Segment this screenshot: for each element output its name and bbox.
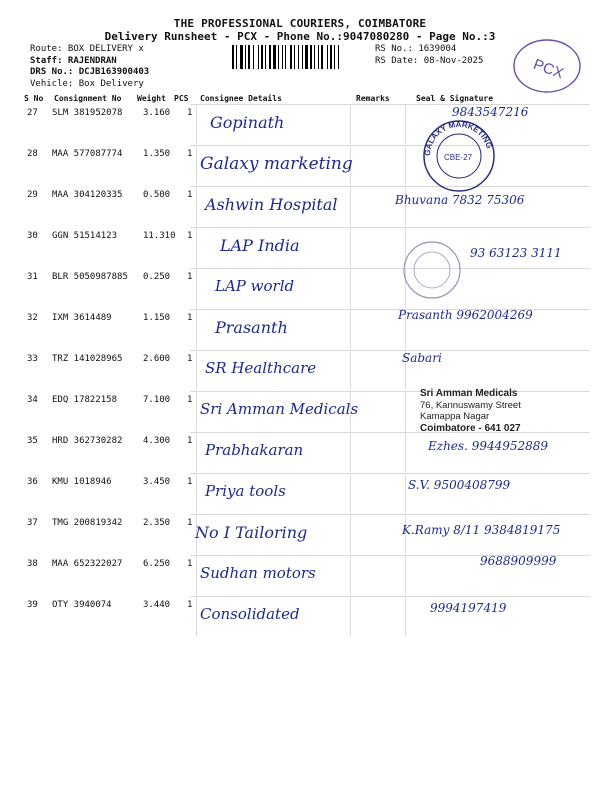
consignee-handwritten-name: Prasanth — [215, 318, 288, 337]
table-row — [20, 267, 590, 308]
row-consignment: SLM 381952078 — [52, 108, 123, 118]
row-pcs: 1 — [187, 518, 193, 528]
column-divider — [350, 186, 351, 226]
column-divider — [196, 309, 197, 349]
row-consignment: EDQ 17822158 — [52, 395, 118, 405]
column-divider — [196, 145, 197, 185]
row-consignment: MAA 652322027 — [52, 559, 123, 569]
column-divider — [350, 104, 351, 144]
amman-stamp-addr1: 76, Kannuswamy Street — [420, 399, 521, 411]
galaxy-seal-text: GALAXY MARKETING — [422, 119, 494, 157]
amman-stamp-name: Sri Amman Medicals — [420, 388, 518, 399]
receiver-signature: 93 63123 3111 — [470, 246, 562, 260]
row-consignment: BLR 5050987885 — [52, 272, 128, 282]
column-divider — [350, 432, 351, 472]
row-pcs: 1 — [187, 190, 193, 200]
table-row — [20, 472, 590, 513]
row-divider — [190, 432, 590, 433]
row-weight: 11.310 — [143, 231, 176, 241]
row-divider — [190, 227, 590, 228]
column-divider — [196, 473, 197, 513]
barcode — [232, 45, 367, 69]
row-weight: 2.350 — [143, 518, 171, 528]
row-serial: 34 — [27, 395, 38, 405]
table-row — [20, 595, 590, 636]
consignee-handwritten-name: Gopinath — [210, 113, 285, 132]
row-pcs: 1 — [187, 395, 193, 405]
column-divider — [350, 227, 351, 267]
column-divider — [405, 432, 406, 472]
rs-date-text: RS Date: 08-Nov-2025 — [375, 55, 484, 66]
row-pcs: 1 — [187, 231, 193, 241]
column-divider — [405, 145, 406, 185]
svg-text:GALAXY MARKETING — [423, 120, 494, 156]
receiver-signature: 9843547216 — [452, 105, 529, 119]
row-weight: 4.300 — [143, 436, 171, 446]
col-pcs: PCS — [174, 94, 189, 103]
row-serial: 39 — [27, 600, 38, 610]
row-serial: 36 — [27, 477, 38, 487]
table-row — [20, 185, 590, 226]
row-consignment: GGN 51514123 — [52, 231, 118, 241]
row-serial: 37 — [27, 518, 38, 528]
row-serial: 28 — [27, 149, 38, 159]
amman-stamp-addr3: Coimbatore - 641 027 — [420, 422, 521, 434]
column-divider — [196, 432, 197, 472]
row-divider — [190, 104, 590, 105]
col-seal: Seal & Signature — [416, 94, 494, 103]
row-consignment: MAA 577087774 — [52, 149, 123, 159]
row-serial: 30 — [27, 231, 38, 241]
column-divider — [196, 268, 197, 308]
row-weight: 7.100 — [143, 395, 171, 405]
column-divider — [405, 596, 406, 636]
galaxy-seal-code: CBE-27 — [444, 153, 473, 162]
column-divider — [350, 309, 351, 349]
row-pcs: 1 — [187, 272, 193, 282]
column-divider — [350, 596, 351, 636]
column-divider — [196, 350, 197, 390]
row-serial: 32 — [27, 313, 38, 323]
galaxy-seal — [420, 117, 498, 195]
table-row — [20, 431, 590, 472]
row-weight: 6.250 — [143, 559, 171, 569]
row-consignment: MAA 304120335 — [52, 190, 123, 200]
row-weight: 1.350 — [143, 149, 171, 159]
column-divider — [350, 473, 351, 513]
column-divider — [405, 104, 406, 144]
table-row — [20, 349, 590, 390]
row-pcs: 1 — [187, 477, 193, 487]
row-serial: 29 — [27, 190, 38, 200]
consignee-handwritten-name: Ashwin Hospital — [205, 195, 338, 214]
row-serial: 33 — [27, 354, 38, 364]
row-consignment: TMG 200819342 — [52, 518, 123, 528]
table-row — [20, 144, 590, 185]
column-divider — [196, 596, 197, 636]
receiver-signature: Ezhes. 9944952889 — [428, 439, 549, 453]
row-divider — [190, 350, 590, 351]
consignee-handwritten-name: SR Healthcare — [205, 359, 317, 377]
lap-seal — [400, 238, 464, 302]
row-pcs: 1 — [187, 149, 193, 159]
col-remarks: Remarks — [356, 94, 390, 103]
row-divider — [190, 514, 590, 515]
receiver-signature: Sabari — [402, 351, 442, 365]
column-divider — [405, 473, 406, 513]
row-weight: 2.600 — [143, 354, 171, 364]
consignee-handwritten-name: Prabhakaran — [205, 441, 304, 459]
col-consignment: Consignment No — [54, 94, 122, 103]
receiver-signature: K.Ramy 8/11 9384819175 — [402, 523, 561, 537]
table-row — [20, 513, 590, 554]
row-weight: 3.440 — [143, 600, 171, 610]
row-pcs: 1 — [187, 600, 193, 610]
column-divider — [350, 350, 351, 390]
rs-no-text: RS No.: 1639004 — [375, 44, 457, 54]
row-pcs: 1 — [187, 354, 193, 364]
row-divider — [190, 391, 590, 392]
column-divider — [196, 391, 197, 431]
row-consignment: KMU 1018946 — [52, 477, 112, 487]
drs-text: DRS No.: DCJB163900403 — [30, 67, 150, 77]
amman-stamp — [420, 388, 521, 434]
row-weight: 0.250 — [143, 272, 171, 282]
receiver-signature: 9994197419 — [430, 601, 507, 615]
column-divider — [350, 514, 351, 554]
route-info — [30, 44, 149, 90]
row-serial: 31 — [27, 272, 38, 282]
column-divider — [350, 268, 351, 308]
row-pcs: 1 — [187, 559, 193, 569]
consignee-handwritten-name: LAP India — [220, 236, 300, 255]
column-divider — [405, 555, 406, 595]
column-divider — [196, 104, 197, 144]
rs-info — [375, 44, 483, 67]
row-divider — [190, 473, 590, 474]
row-consignment: OTY 3940074 — [52, 600, 112, 610]
consignee-handwritten-name: Consolidated — [200, 605, 300, 623]
col-sno: S No — [24, 94, 44, 103]
row-divider — [190, 596, 590, 597]
row-serial: 35 — [27, 436, 38, 446]
table-row — [20, 554, 590, 595]
row-consignment: TRZ 141028965 — [52, 354, 123, 364]
company-title: THE PROFESSIONAL COURIERS, COIMBATORE — [173, 17, 427, 30]
receiver-signature: Bhuvana 7832 75306 — [395, 193, 525, 207]
consignee-handwritten-name: Sri Amman Medicals — [200, 400, 359, 418]
row-divider — [190, 145, 590, 146]
col-consignee: Consignee Details — [200, 94, 282, 103]
staff-text: Staff: RAJENDRAN — [30, 55, 117, 66]
row-consignment: IXM 3614489 — [52, 313, 112, 323]
column-divider — [196, 555, 197, 595]
row-pcs: 1 — [187, 108, 193, 118]
table-row — [20, 226, 590, 267]
column-divider — [196, 227, 197, 267]
table-row — [20, 103, 590, 144]
runsheet-subtitle: Delivery Runsheet - PCX - Phone No.:9047080280 - Page No.:3 — [104, 30, 496, 43]
row-weight: 3.160 — [143, 108, 171, 118]
row-weight: 3.450 — [143, 477, 171, 487]
row-divider — [190, 186, 590, 187]
amman-stamp-addr2: Kamappa Nagar — [420, 411, 490, 422]
table-row — [20, 308, 590, 349]
row-serial: 38 — [27, 559, 38, 569]
row-pcs: 1 — [187, 313, 193, 323]
row-consignment: HRD 362730282 — [52, 436, 123, 446]
vehicle-text: Vehicle: Box Delivery — [30, 78, 144, 89]
receiver-signature: Prasanth 9962004269 — [398, 308, 533, 322]
pcx-stamp-text: PCX — [531, 55, 566, 83]
col-weight: Weight — [137, 94, 166, 103]
consignee-handwritten-name: Priya tools — [205, 482, 286, 500]
receiver-signature: 9688909999 — [480, 554, 557, 568]
row-pcs: 1 — [187, 436, 193, 446]
consignee-handwritten-name: Sudhan motors — [200, 564, 316, 582]
row-weight: 1.150 — [143, 313, 171, 323]
row-divider — [190, 268, 590, 269]
row-weight: 0.500 — [143, 190, 171, 200]
receiver-signature: S.V. 9500408799 — [408, 478, 511, 492]
column-divider — [196, 186, 197, 226]
consignee-handwritten-name: Galaxy marketing — [200, 154, 353, 174]
consignee-handwritten-name: LAP world — [215, 277, 295, 295]
pcx-stamp — [512, 38, 582, 94]
route-text: Route: BOX DELIVERY x — [30, 44, 144, 54]
column-divider — [405, 391, 406, 431]
consignee-handwritten-name: No I Tailoring — [195, 523, 308, 542]
column-divider — [350, 555, 351, 595]
row-serial: 27 — [27, 108, 38, 118]
